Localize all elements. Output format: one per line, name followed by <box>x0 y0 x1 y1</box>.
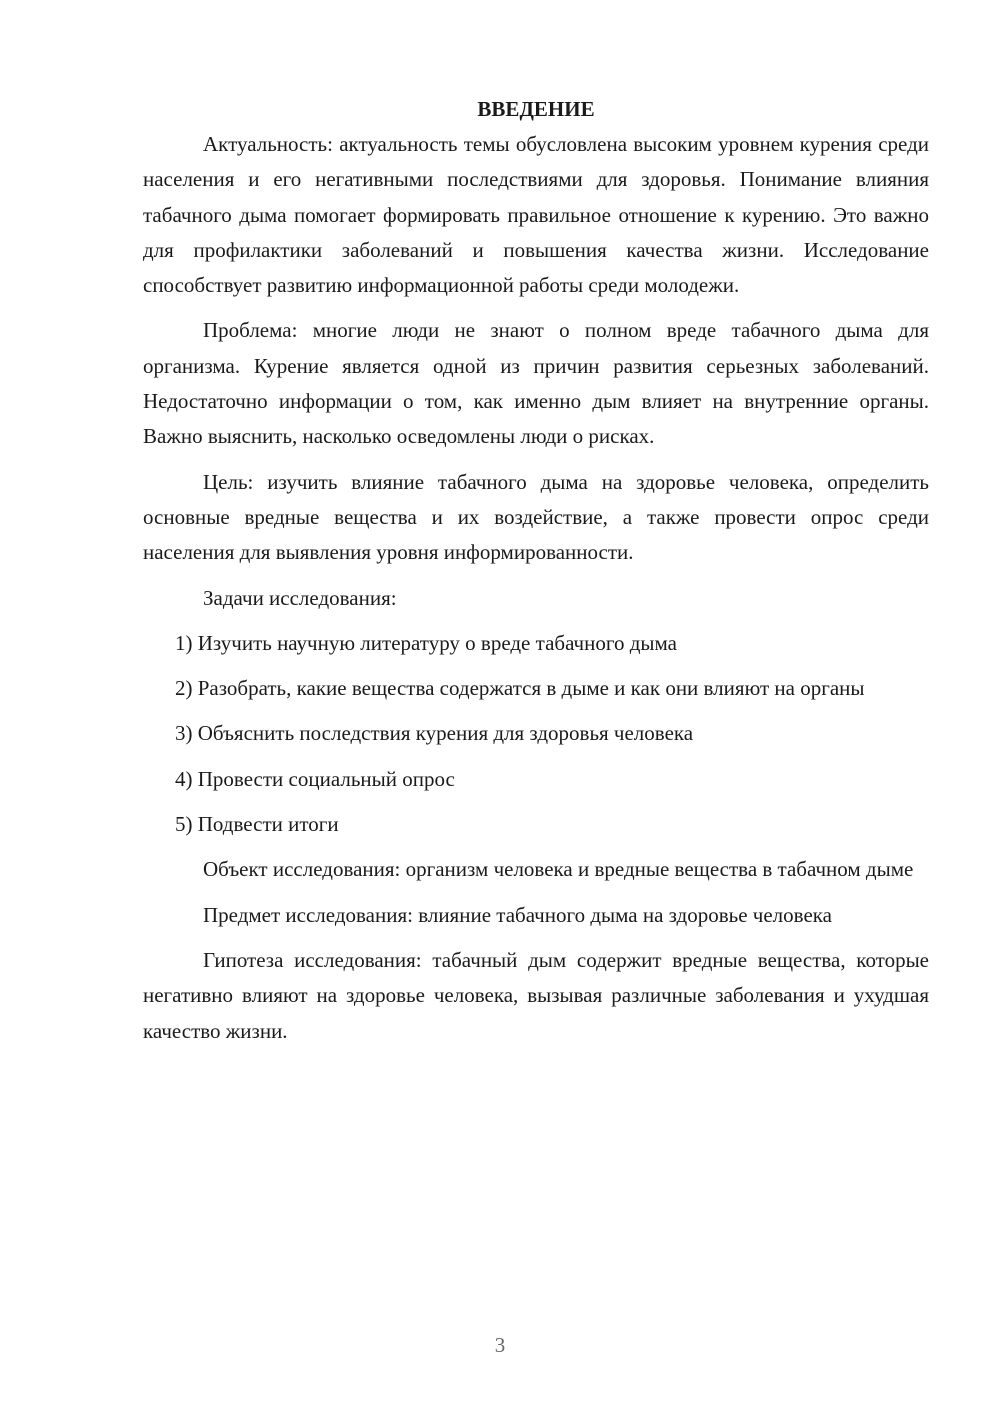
paragraph-object: Объект исследования: организм человека и вредные вещества в табачном дыме <box>203 857 914 882</box>
task-item-5: 5) Подвести итоги <box>175 812 339 837</box>
page-number: 3 <box>494 1333 506 1357</box>
task-item-1: 1) Изучить научную литературу о вреде табачного дыма <box>175 630 677 655</box>
paragraph-hypothesis: Гипотеза исследования: табачный дым содержит вредные вещества, которые негативно влияют на здоровье человека, вызывая различные заболевания и ухудшая качество жизни. <box>143 947 929 1043</box>
task-item-3: 3) Объяснить последствия курения для здоровья человека <box>175 721 694 746</box>
page-title: ВВЕДЕНИЕ <box>477 97 595 121</box>
paragraph-subject: Предмет исследования: влияние табачного дыма на здоровье человека <box>203 902 832 927</box>
document-page <box>143 92 929 1049</box>
task-item-2: 2) Разобрать, какие вещества содержатся в дыме и как они влияют на органы <box>175 676 865 701</box>
tasks-heading: Задачи исследования: <box>203 585 397 610</box>
paragraph-goal: Цель: изучить влияние табачного дыма на здоровье человека, определить основные вредные вещества и их воздействие, а также провести опрос среди населения для выявления уровня информированности. <box>143 469 929 565</box>
task-item-4: 4) Провести социальный опрос <box>175 766 455 791</box>
paragraph-problem: Проблема: многие люди не знают о полном вреде табачного дыма для организма. Курение является одной из причин развития серьезных заболеваний. Недостаточно информации о том, как именно дым влияет на внутренние органы. Важно выяснить, насколько осведомлены люди о рисках. <box>143 318 929 449</box>
paragraph-relevance: Актуальность: актуальность темы обусловлена высоким уровнем курения среди населения и его негативными последствиями для здоровья. Понимание влияния табачного дыма помогает формировать правильное отношение к курению. Это важно для профилактики заболеваний и повышения качества жизни. Исследование способствует развитию информационной работы среди молодежи. <box>143 132 929 298</box>
